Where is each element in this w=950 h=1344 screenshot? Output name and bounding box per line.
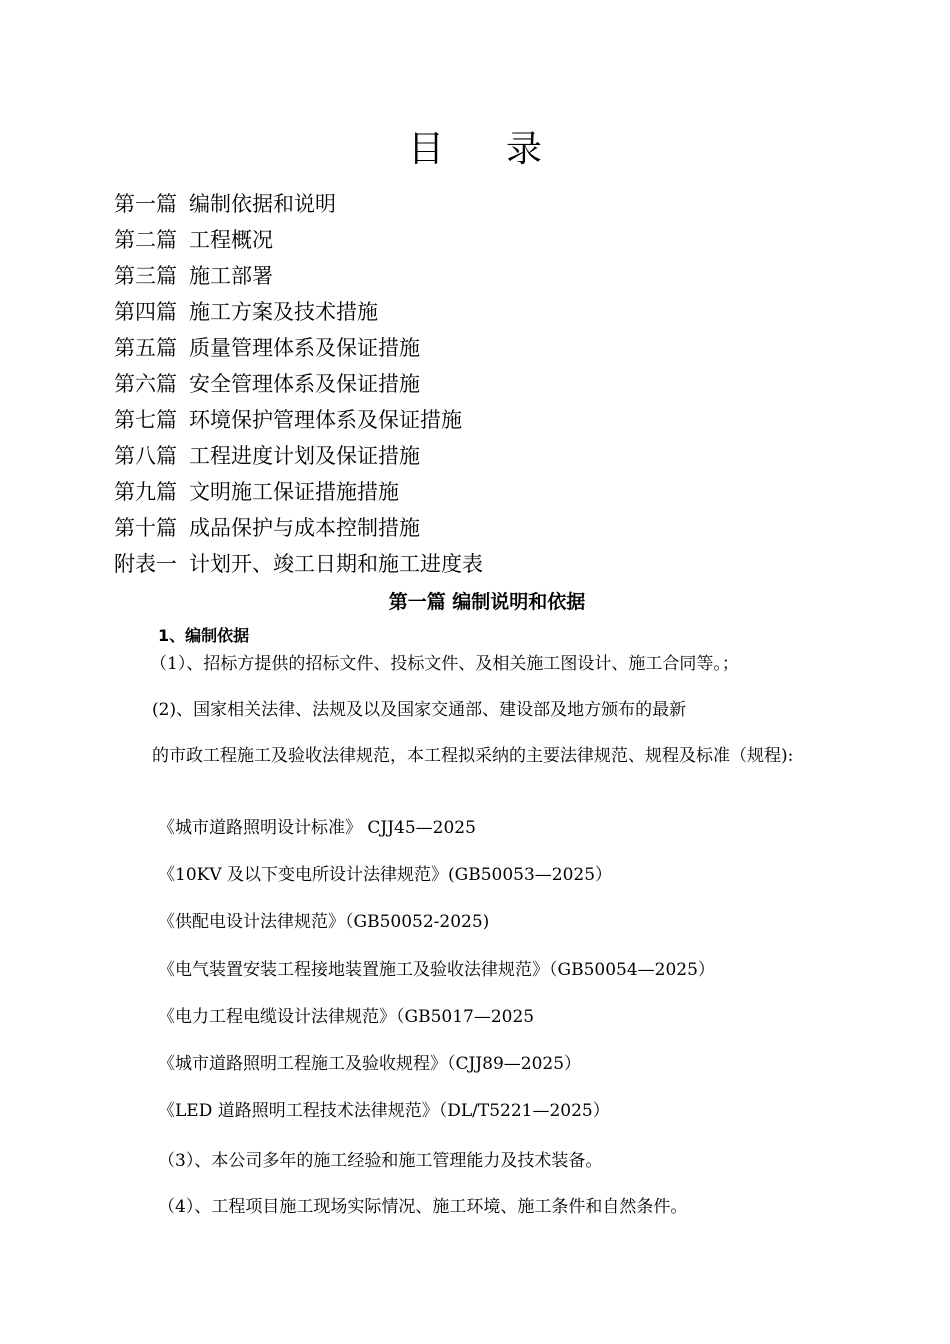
toc-item [114, 366, 483, 402]
section-heading: 第一篇 编制说明和依据 [388, 591, 586, 613]
toc-item-label: 工程进度计划及保证措施 [189, 444, 420, 468]
page-title: 目录 [407, 129, 604, 170]
standard-reference: 《供配电设计法律规范》（GB50052-2025) [158, 912, 490, 932]
toc-item-label: 质量管理体系及保证措施 [189, 336, 420, 360]
toc-item-number: 第六篇 [114, 372, 177, 396]
toc-item-label: 工程概况 [189, 228, 273, 252]
toc-item-label: 施工方案及技术措施 [189, 300, 378, 324]
toc-item [114, 186, 483, 222]
toc-item [114, 330, 483, 366]
paragraph: （1）、招标方提供的招标文件、投标文件、及相关施工图设计、施工合同等。； [150, 654, 739, 674]
toc-item [114, 510, 483, 546]
toc-item-label: 编制依据和说明 [189, 192, 336, 216]
standard-reference: 《LED 道路照明工程技术法律规范》（DL/T5221—2025） [158, 1101, 610, 1121]
table-of-contents [114, 186, 483, 582]
standard-reference: 《城市道路照明设计标准》 CJJ45—2025 [158, 818, 476, 838]
toc-item-label: 文明施工保证措施措施 [189, 480, 399, 504]
toc-item [114, 402, 483, 438]
toc-item-label: 施工部署 [189, 264, 273, 288]
toc-item-number: 第二篇 [114, 228, 177, 252]
toc-item-number: 第七篇 [114, 408, 177, 432]
toc-item-label: 计划开、竣工日期和施工进度表 [189, 552, 483, 576]
toc-item-label: 环境保护管理体系及保证措施 [189, 408, 462, 432]
toc-item [114, 258, 483, 294]
toc-item-number: 第八篇 [114, 444, 177, 468]
toc-item [114, 438, 483, 474]
toc-item-number: 第四篇 [114, 300, 177, 324]
toc-item [114, 474, 483, 510]
toc-item [114, 222, 483, 258]
toc-item-label: 成品保护与成本控制措施 [189, 516, 420, 540]
toc-item-number: 第五篇 [114, 336, 177, 360]
toc-item-number: 第三篇 [114, 264, 177, 288]
standard-reference: 《电气装置安装工程接地装置施工及验收法律规范》（GB50054—2025） [158, 960, 715, 980]
toc-item-number: 第一篇 [114, 192, 177, 216]
paragraph: (2)、国家相关法律、法规及以及国家交通部、建设部及地方颁布的最新 [152, 700, 687, 720]
paragraph: （3）、本公司多年的施工经验和施工管理能力及技术装备。 [158, 1151, 603, 1171]
paragraph: 的市政工程施工及验收法律规范，本工程拟采纳的主要法律规范、规程及标准（规程): [152, 746, 794, 766]
subsection-heading: 1、编制依据 [158, 626, 250, 645]
toc-item-label: 安全管理体系及保证措施 [189, 372, 420, 396]
standard-reference: 《城市道路照明工程施工及验收规程》（CJJ89—2025） [158, 1054, 582, 1074]
toc-item-number: 附表一 [114, 552, 177, 576]
standard-reference: 《10KV 及以下变电所设计法律规范》(GB50053—2025） [158, 865, 613, 885]
toc-item-number: 第九篇 [114, 480, 177, 504]
toc-item-number: 第十篇 [114, 516, 177, 540]
toc-item [114, 546, 483, 582]
toc-item [114, 294, 483, 330]
paragraph: （4）、工程项目施工现场实际情况、施工环境、施工条件和自然条件。 [158, 1197, 688, 1217]
standard-reference: 《电力工程电缆设计法律规范》（GB5017—2025 [158, 1007, 535, 1027]
